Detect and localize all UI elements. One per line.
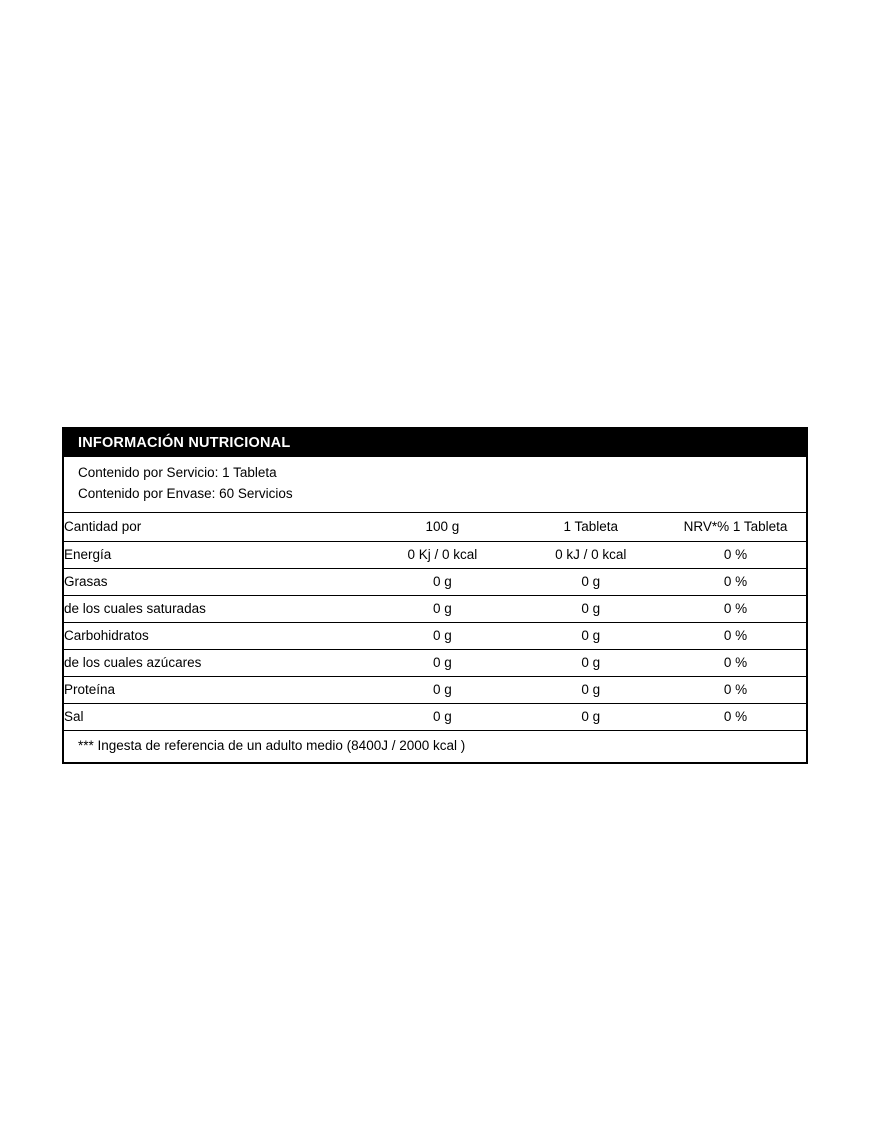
nutrition-facts-panel (62, 427, 808, 764)
serving-info (64, 457, 806, 513)
column-header-100g: 100 g (368, 513, 516, 542)
table-row (64, 568, 806, 595)
nutrition-table (64, 513, 806, 730)
table-row (64, 541, 806, 568)
table-row (64, 703, 806, 730)
column-header-name: Cantidad por (64, 513, 368, 542)
nutrient-per-100g: 0 Kj / 0 kcal (368, 541, 516, 568)
nutrient-name: Carbohidratos (64, 622, 368, 649)
nutrient-per-serving: 0 kJ / 0 kcal (517, 541, 665, 568)
panel-title: INFORMACIÓN NUTRICIONAL (64, 429, 806, 457)
nutrient-name: de los cuales azúcares (64, 649, 368, 676)
nutrient-per-100g: 0 g (433, 708, 452, 724)
column-header-nrv: NRV*% 1 Tableta (665, 513, 806, 542)
nutrient-per-serving: 0 g (517, 649, 665, 676)
serving-per-serving: Contenido por Servicio: 1 Tableta (78, 465, 277, 481)
nutrient-name: Sal (64, 708, 84, 724)
nutrient-per-serving: 0 g (581, 708, 601, 724)
nutrient-per-serving: 0 g (517, 676, 665, 703)
nutrient-nrv: 0 % (665, 676, 806, 703)
nutrient-nrv: 0 % (665, 568, 806, 595)
nutrient-name: Grasas (64, 568, 368, 595)
nutrient-nrv: 0 % (723, 708, 748, 724)
nutrient-nrv: 0 % (665, 649, 806, 676)
table-row (64, 676, 806, 703)
column-header-serving: 1 Tableta (517, 513, 665, 542)
nutrient-per-100g: 0 g (368, 649, 516, 676)
nutrient-nrv: 0 % (665, 541, 806, 568)
serving-per-container: Contenido por Envase: 60 Servicios (78, 486, 293, 502)
nutrient-name: de los cuales saturadas (64, 595, 368, 622)
nutrient-name: Proteína (64, 676, 368, 703)
table-row (64, 595, 806, 622)
nutrient-per-serving: 0 g (517, 595, 665, 622)
nutrient-name: Energía (64, 541, 368, 568)
table-row (64, 622, 806, 649)
nutrient-nrv: 0 % (665, 595, 806, 622)
nutrient-per-100g: 0 g (368, 595, 516, 622)
table-row (64, 649, 806, 676)
nutrient-per-serving: 0 g (517, 622, 665, 649)
nutrient-nrv: 0 % (665, 622, 806, 649)
nutrient-per-100g: 0 g (368, 568, 516, 595)
table-header-row (64, 513, 806, 542)
nutrient-per-100g: 0 g (368, 622, 516, 649)
nutrient-per-100g: 0 g (368, 676, 516, 703)
nutrient-per-serving: 0 g (517, 568, 665, 595)
reference-intake-footnote: *** Ingesta de referencia de un adulto medio (8400J / 2000 kcal ) (64, 730, 806, 762)
